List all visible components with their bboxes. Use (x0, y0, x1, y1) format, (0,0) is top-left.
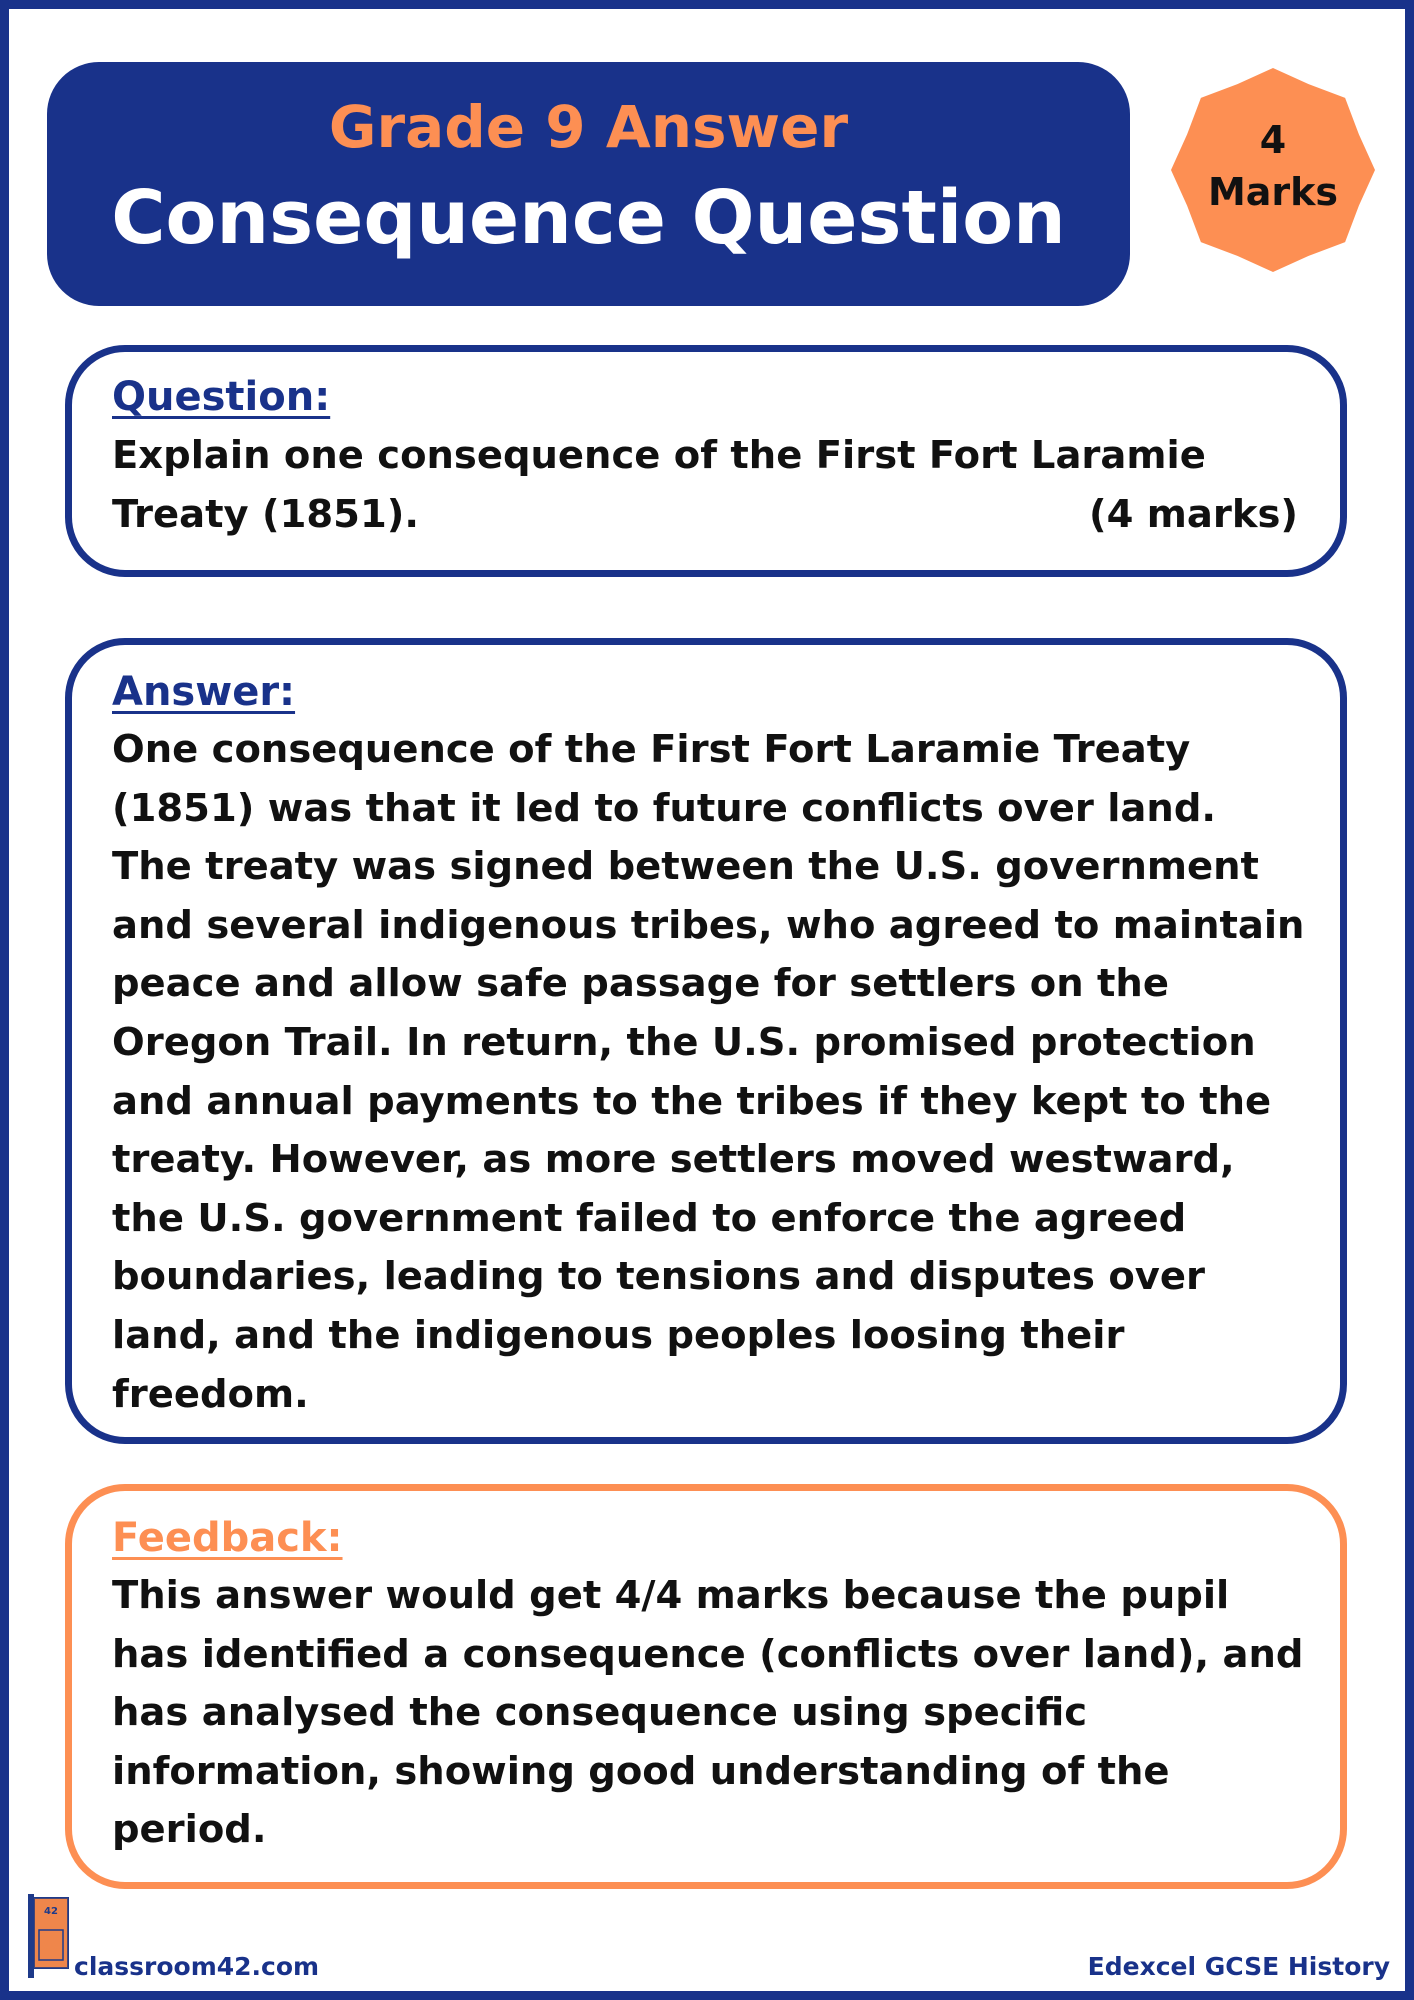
feedback-label: Feedback: (112, 1515, 343, 1561)
course-name: Edexcel GCSE History (1087, 1952, 1390, 1981)
question-card (65, 345, 1347, 577)
answer-card (65, 638, 1347, 1444)
answer-label: Answer: (112, 669, 296, 715)
logo-number: 42 (44, 1906, 58, 1917)
page-title: Consequence Question (111, 175, 1066, 261)
feedback-text: This answer would get 4/4 marks because the pupil has identified a consequence (conflicts over land), and has analysed the consequence using specific information, showing good understanding of the period. (112, 1573, 1304, 1853)
question-label: Question: (112, 374, 331, 420)
title-banner (47, 62, 1130, 306)
badge-number: 4 (1259, 118, 1287, 162)
question-text: Explain one consequence of the First Fort Laramie Treaty (1851). (112, 433, 1206, 537)
answer-text: One consequence of the First Fort Laramie Treaty (1851) was that it led to future conflicts over land. The treaty was signed between the U.S. government and several indigenous tribes, who agreed to maintain peace and allow safe passage for settlers on the Oregon Trail. In return, the U.S. promised protection and annual payments to the tribes if they kept to the treaty. However, as more settlers moved westward, the U.S. government failed to enforce the agreed boundaries, leading to tensions and disputes over land, and the indigenous peoples loosing their freedom. (112, 727, 1305, 1417)
badge-unit: Marks (1207, 170, 1339, 214)
grade-heading: Grade 9 Answer (328, 93, 849, 161)
marks-badge (1167, 64, 1379, 276)
site-url: classroom42.com (74, 1952, 320, 1981)
question-marks: (4 marks) (1089, 492, 1298, 537)
classroom-door-logo-icon (26, 1888, 72, 1980)
feedback-card (65, 1484, 1347, 1889)
